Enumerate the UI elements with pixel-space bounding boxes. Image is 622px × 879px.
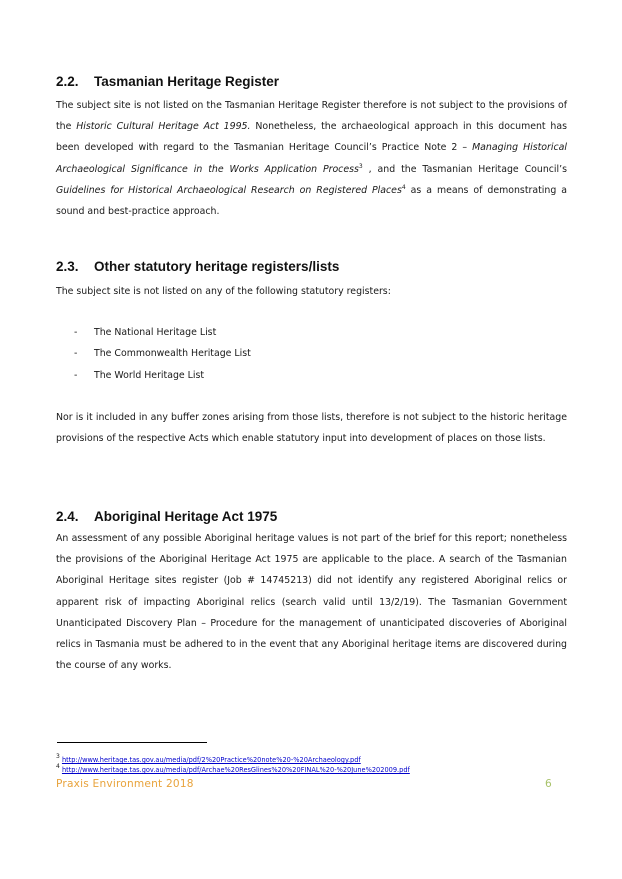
list-dash: - [74,327,78,338]
section-title: Tasmanian Heritage Register [94,74,280,89]
section-heading-2-3 [56,259,567,274]
text-run: Nonetheless, the archaeological approach in this document has been developed with regard to the Tasmanian Heritage Council’s Practice Note 2 – [56,121,567,154]
section-heading-2-2 [56,74,567,89]
text-run: as a means of demonstrating a sound and best-practice approach. [56,184,567,218]
footnote-mark: 3 [56,753,60,760]
list-item [56,343,567,364]
list-dash: - [74,369,78,381]
section-2-2-paragraph [56,95,567,222]
text-run: , and the Tasmanian Heritage Council’s [362,163,567,175]
guidelines-title: Guidelines for Historical Archaeological Research on Registered Places [56,184,402,196]
register-list [56,322,567,386]
footnote-4 [56,763,410,775]
act-name: Historic Cultural Heritage Act 1995. [76,121,251,133]
text-run: The subject site is not listed on the Tasmanian Heritage Register therefore is not subject to the provisions of the [56,100,567,133]
section-title: Aboriginal Heritage Act 1975 [94,509,278,524]
list-item-label: The National Heritage List [94,327,217,338]
footnote-ref-4[interactable]: 4 [401,183,406,191]
footnote-link[interactable]: http://www.heritage.tas.gov.au/media/pdf/Archae%20ResGlines%20%20FINAL%20-%20June%202009.pdf [61,766,410,774]
list-item [56,322,567,343]
footnote-mark: 4 [56,763,60,770]
section-number: 2.2. [56,74,79,89]
page-number: 6 [545,778,552,790]
footnote-separator [57,742,207,743]
section-number: 2.4. [56,509,79,524]
list-item-label: The Commonwealth Heritage List [94,348,251,360]
footnote-ref-3[interactable]: 3 [358,162,363,170]
section-heading-2-4 [56,509,567,524]
section-number: 2.3. [56,259,79,274]
practice-note-title: Managing Historical Archaeological Significance in the Works Application Process [56,142,567,175]
footnote-link[interactable]: http://www.heritage.tas.gov.au/media/pdf/2%20Practice%20note%20-%20Archaeology.pdf [61,756,361,764]
footer-company: Praxis Environment 2018 [56,778,194,790]
list-dash: - [74,348,78,360]
section-2-3-intro: The subject site is not listed on any of the following statutory registers: [56,286,391,297]
list-item-label: The World Heritage List [94,369,205,381]
section-2-3-outro: Nor is it included in any buffer zones arising from those lists, therefore is not subject to the historic heritage provisions of the respective Acts which enable statutory input into development of places on those lists. [56,412,567,445]
list-item [56,365,567,386]
section-2-4-paragraph: An assessment of any possible Aboriginal heritage values is not part of the brief for this report; nonetheless the provisions of the Aboriginal Heritage Act 1975 are applicable to the place. A search of the Tasmanian Aboriginal Heritage sites register (Job # 14745213) did not identify any registered Aboriginal relics or apparent risk of impacting Aboriginal relics (search valid until 13/2/19). The Tasmanian Government Unanticipated Discovery Plan – Procedure for the management of unanticipated discoveries of Aboriginal relics in Tasmania must be adhered to in the event that any Aboriginal heritage items are discovered during the course of any works. [56,533,567,672]
section-title: Other statutory heritage registers/lists [94,259,340,274]
footnote-3 [56,753,361,765]
